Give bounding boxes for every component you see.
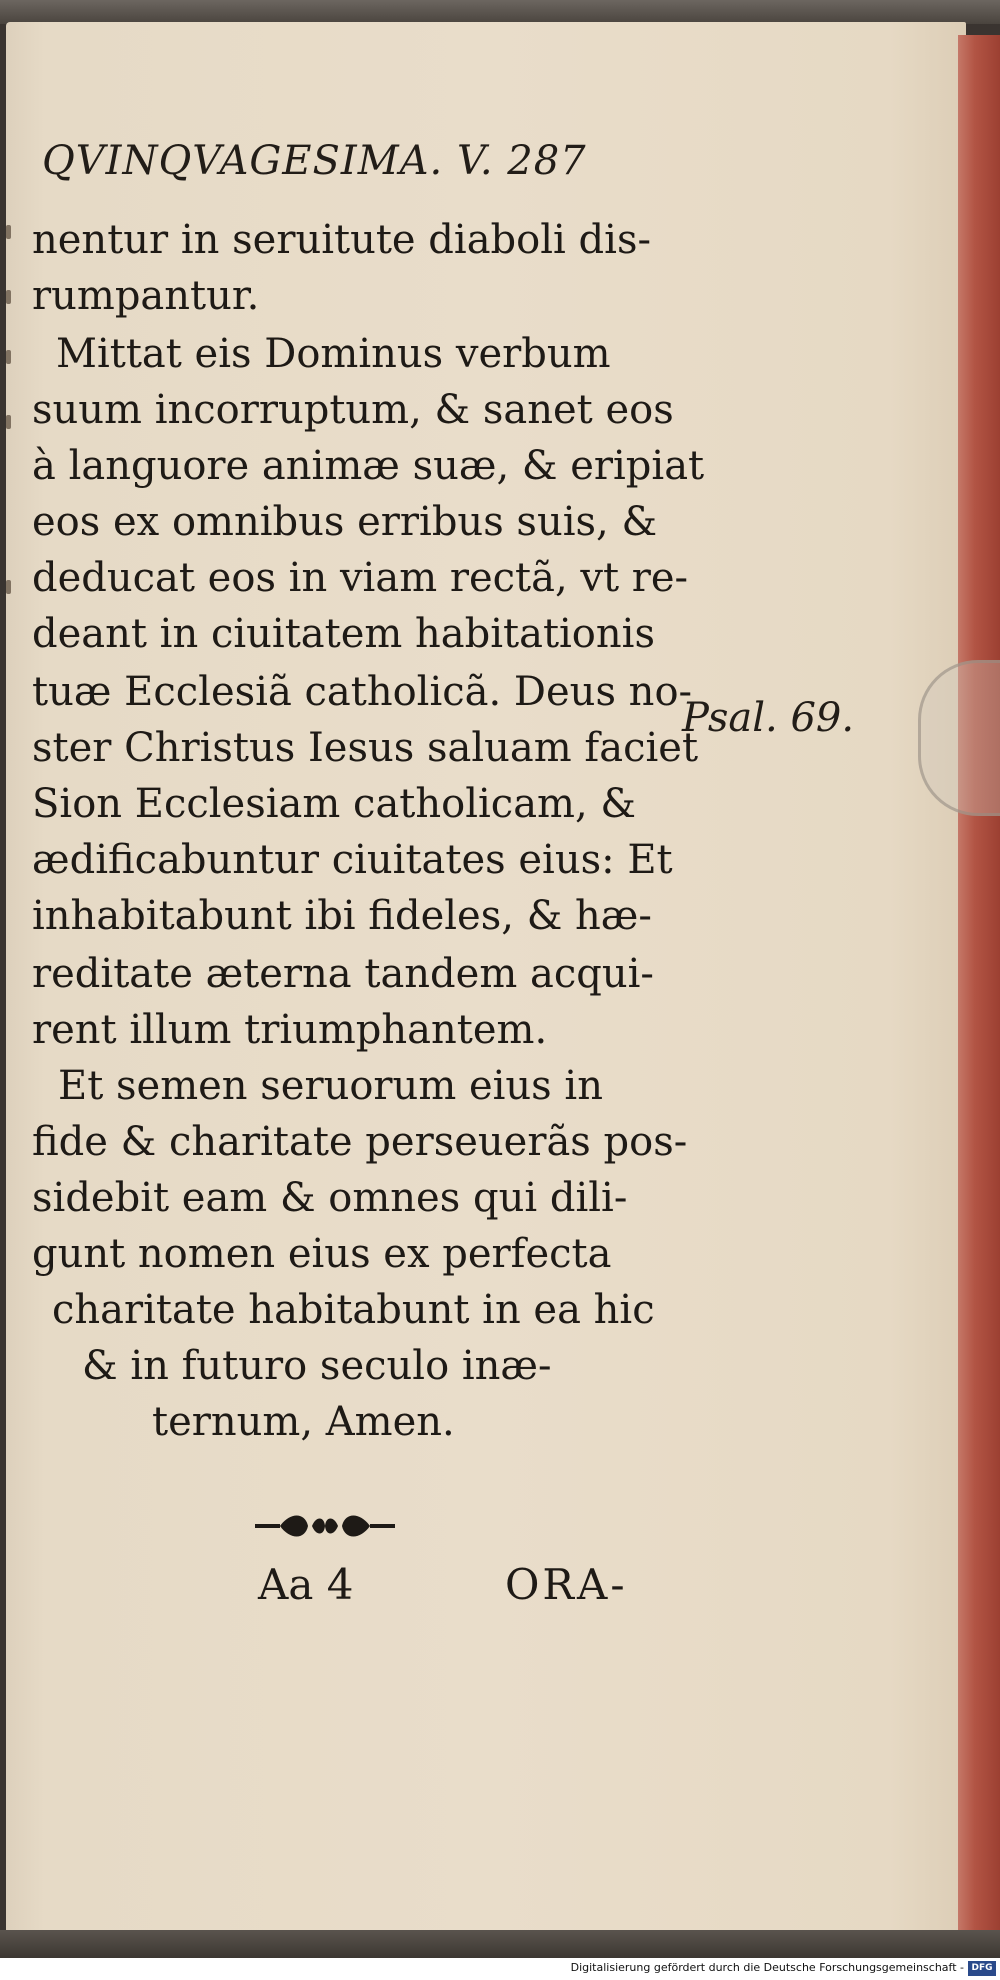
page-clip (918, 660, 1000, 816)
dfg-logo-icon: DFG (968, 1961, 996, 1976)
text-line: à languore animæ suæ, & eripiat (32, 443, 705, 489)
text-line: tuæ Ecclesiã catholicã. Deus no- (32, 669, 693, 715)
text-line: deducat eos in viam rectã, vt re- (32, 555, 689, 601)
fleuron-ornament-icon (250, 1506, 400, 1546)
text-line: ster Christus Iesus saluam faciet (32, 725, 699, 771)
text-line: Et semen seruorum eius in (58, 1063, 603, 1109)
gutter-mark (6, 350, 11, 364)
text-line: charitate habitabunt in ea hic (52, 1287, 655, 1333)
margin-note: Psal. 69. (682, 695, 855, 741)
footer-credit: Digitalisierung gefördert durch die Deutsche Forschungsgemeinschaft - (570, 1961, 964, 1974)
text-line: Mittat eis Dominus verbum (56, 331, 611, 377)
book-fore-edge (958, 35, 1000, 1945)
text-line: & in futuro seculo inæ- (82, 1343, 552, 1389)
book-top-edge (0, 0, 1000, 24)
gutter-mark (6, 290, 11, 304)
text-line: reditate æterna tandem acqui- (32, 951, 654, 997)
text-line: ternum, Amen. (152, 1399, 455, 1445)
text-line: nentur in seruitute diaboli dis- (32, 217, 651, 263)
text-line: sidebit eam & omnes qui dili- (32, 1175, 628, 1221)
footer-bar (0, 1958, 1000, 1980)
text-line: inhabitabunt ibi fideles, & hæ- (32, 893, 652, 939)
text-line: suum incorruptum, & sanet eos (32, 387, 674, 433)
book-bottom-edge (0, 1930, 1000, 1958)
gutter-mark (6, 225, 11, 239)
catchword: ORA- (505, 1560, 628, 1609)
text-line: Sion Ecclesiam catholicam, & (32, 781, 637, 827)
text-line: gunt nomen eius ex perfecta (32, 1231, 612, 1277)
gutter-mark (6, 580, 11, 594)
text-line: rent illum triumphantem. (32, 1007, 548, 1053)
running-head: QVINQVAGESIMA. V. 287 (42, 138, 587, 184)
signature-mark: Aa 4 (258, 1560, 354, 1609)
text-line: fide & charitate perseuerãs pos- (32, 1119, 688, 1165)
text-line: rumpantur. (32, 273, 260, 319)
text-line: deant in ciuitatem habitationis (32, 611, 655, 657)
text-line: eos ex omnibus erribus suis, & (32, 499, 658, 545)
gutter-mark (6, 415, 11, 429)
text-line: ædificabuntur ciuitates eius: Et (32, 837, 673, 883)
